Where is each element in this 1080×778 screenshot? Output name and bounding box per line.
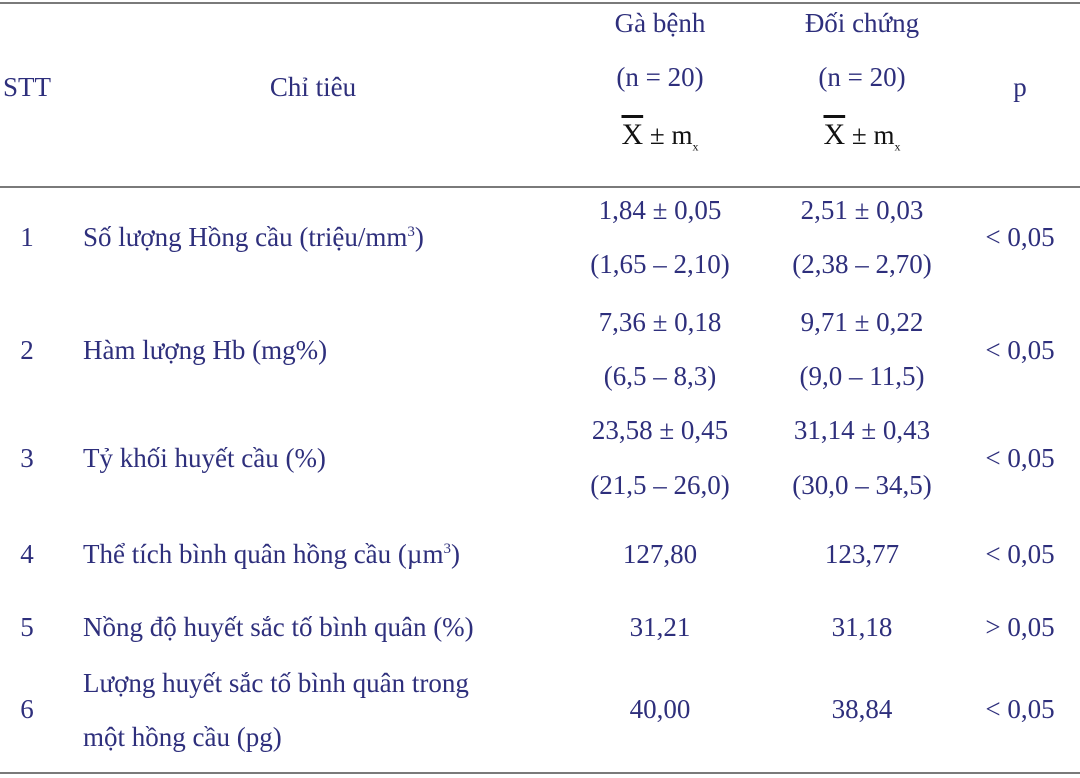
header-group2-n: (n = 20) <box>818 62 906 92</box>
header-group1-n: (n = 20) <box>616 62 704 92</box>
row-indicator: Nồng độ huyết sắc tố bình quân (%) <box>83 612 474 642</box>
p-value: < 0,05 <box>985 443 1055 473</box>
g2-value: 9,71 ± 0,22 <box>800 307 924 337</box>
row-stt: 1 <box>20 222 34 252</box>
superscript: 3 <box>407 224 415 240</box>
indicator-end: ) <box>450 539 460 569</box>
g1-range: (6,5 – 8,3) <box>603 361 717 391</box>
superscript: 3 <box>443 541 451 557</box>
g2-range: (9,0 – 11,5) <box>799 361 925 391</box>
header-p: p <box>1013 72 1027 102</box>
g2-value: 123,77 <box>824 539 900 569</box>
header-group2-name: Đối chứng <box>804 8 920 38</box>
indicator-text: Số lượng Hồng cầu (triệu/mm <box>83 222 408 252</box>
row-stt: 5 <box>20 612 34 642</box>
mean-symbol: $\overline{X}$ <box>621 118 644 151</box>
p-value: < 0,05 <box>985 539 1055 569</box>
g2-value: 38,84 <box>831 694 893 724</box>
header-indicator: Chỉ tiêu <box>269 72 357 102</box>
row-stt: 6 <box>20 694 34 724</box>
row-indicator <box>83 539 460 570</box>
sub-x: x <box>894 139 901 154</box>
g2-range: (2,38 – 2,70) <box>792 249 932 279</box>
row-indicator: Hàm lượng Hb (mg%) <box>83 335 328 365</box>
g1-value: 127,80 <box>622 539 698 569</box>
pm-symbol: ± <box>851 120 867 150</box>
row-indicator: Tỷ khối huyết cầu (%) <box>83 443 326 473</box>
sub-x: x <box>692 139 699 154</box>
m-symbol: m <box>873 120 895 150</box>
g2-range: (30,0 – 34,5) <box>792 470 932 500</box>
g1-value: 7,36 ± 0,18 <box>598 307 722 337</box>
mean-symbol: $\overline{X}$ <box>823 118 846 151</box>
g2-value: 2,51 ± 0,03 <box>800 195 924 225</box>
header-group1-stat <box>621 118 698 154</box>
g1-range: (21,5 – 26,0) <box>590 470 730 500</box>
row-stt: 2 <box>20 335 34 365</box>
g1-value: 40,00 <box>629 694 691 724</box>
row-stt: 3 <box>20 443 34 473</box>
header-group2-stat <box>823 118 900 154</box>
indicator-text: Thể tích bình quân hồng cầu (µm <box>83 539 444 569</box>
g1-range: (1,65 – 2,10) <box>590 249 730 279</box>
header-group1-name: Gà bệnh <box>614 8 706 38</box>
header-rule <box>0 186 1080 188</box>
row-indicator <box>83 222 424 253</box>
p-value: < 0,05 <box>985 335 1055 365</box>
indicator-end: ) <box>414 222 424 252</box>
p-value: < 0,05 <box>985 222 1055 252</box>
g2-value: 31,18 <box>831 612 893 642</box>
g1-value: 1,84 ± 0,05 <box>598 195 722 225</box>
g1-value: 23,58 ± 0,45 <box>591 415 729 445</box>
bottom-rule <box>0 772 1080 774</box>
row-indicator: Lượng huyết sắc tố bình quân trong <box>83 668 469 698</box>
p-value: < 0,05 <box>985 694 1055 724</box>
g1-value: 31,21 <box>629 612 691 642</box>
g2-value: 31,14 ± 0,43 <box>793 415 931 445</box>
m-symbol: m <box>671 120 693 150</box>
pm-symbol: ± <box>649 120 665 150</box>
row-stt: 4 <box>20 539 34 569</box>
row-indicator-line2: một hồng cầu (pg) <box>83 722 282 752</box>
p-value: > 0,05 <box>985 612 1055 642</box>
header-stt: STT <box>2 72 52 102</box>
top-rule <box>0 2 1080 4</box>
